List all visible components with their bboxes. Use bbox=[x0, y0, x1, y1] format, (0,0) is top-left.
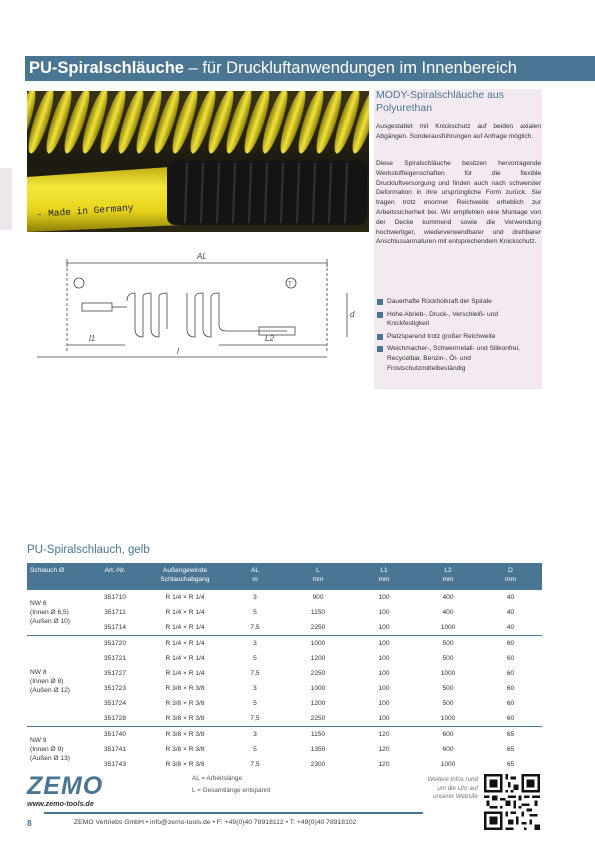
table-cell: 100 bbox=[378, 715, 390, 722]
col-header: Schlauch Ø bbox=[27, 563, 85, 590]
table-cell: 1200 bbox=[310, 700, 326, 707]
table-cell: 351710 bbox=[103, 594, 126, 601]
dim-d: d bbox=[350, 310, 355, 319]
table-cell: 351721 bbox=[103, 655, 126, 662]
qr-note: Weitere Infos rund um die Uhr auf unserer Website bbox=[427, 776, 478, 801]
table-cell: 100 bbox=[378, 594, 390, 601]
table-row bbox=[27, 742, 542, 757]
marker-label: T bbox=[288, 282, 292, 288]
page-title: PU-Spiralschläuche – für Druckluftanwendungen im Innenbereich bbox=[29, 59, 517, 77]
table-cell: 351727 bbox=[103, 670, 126, 677]
product-photo bbox=[27, 91, 369, 232]
col-header: Art.-Nr. bbox=[85, 563, 145, 590]
table-cell: R 3/8 × R 3/8 bbox=[165, 700, 205, 707]
table-cell: 1000 bbox=[310, 685, 326, 692]
table-cell: 351724 bbox=[103, 700, 126, 707]
table-cell: 900 bbox=[312, 594, 324, 601]
table-cell: 65 bbox=[479, 727, 542, 743]
table-row bbox=[27, 666, 542, 681]
col-header: Außengewinde Schlauchabgang bbox=[145, 563, 225, 590]
table-cell: 1000 bbox=[440, 761, 456, 768]
sidebar-paragraph-2: Diese Spiralschläuche besitzen hervorragende Werkstoffeigenschaften für die flexible Druckluftversorgung und finden auch nach schwerster Deformation in ihre ursprüngliche Form zurück. Sie tragen trotz enormer Reichweite erheblich zur Arbeitssicherheit bei. Wir empfehlen eine Montage von der Decke kommend sowie die Verwendung hochwertiger, wiederverwendbarer und drehbarer Anschlussarmaturen mit entsprechendem Knickschutz. bbox=[376, 160, 541, 246]
table-cell: R 1/4 × R 1/4 bbox=[165, 670, 205, 677]
table-cell: 65 bbox=[506, 746, 515, 753]
table-cell: 100 bbox=[378, 624, 390, 631]
table-cell: 5 bbox=[253, 609, 257, 616]
table-cell: 60 bbox=[506, 685, 515, 692]
table-cell: 2250 bbox=[310, 715, 326, 722]
table-cell: 1000 bbox=[440, 715, 456, 722]
table-cell: R 3/8 × R 3/8 bbox=[165, 761, 205, 768]
table-cell: 351711 bbox=[104, 609, 126, 616]
table-cell: 120 bbox=[378, 761, 390, 768]
feature-list bbox=[376, 297, 541, 376]
col-header: AL m bbox=[225, 563, 285, 590]
feature-item: Weichmacher-, Schwermetall- und Silikonfrei, Recycelbar, Benzin-, Öl- und Frostschutzmittelbeständig bbox=[376, 344, 541, 373]
table-cell: 100 bbox=[378, 685, 390, 692]
table-cell: 100 bbox=[378, 609, 390, 616]
col-header: L2 mm bbox=[417, 563, 479, 590]
table-cell: 60 bbox=[506, 670, 515, 677]
table-cell: 5 bbox=[253, 655, 257, 662]
table-cell: 1150 bbox=[310, 609, 326, 616]
table-cell: R 1/4 × R 1/4 bbox=[165, 655, 205, 662]
hose-imprint: - Made in Germany bbox=[36, 202, 134, 220]
table-cell: 351740 bbox=[85, 727, 145, 743]
sidebar-paragraph-1: Ausgestattet mit Knickschutz auf beiden axialen Abgängen. Sonderausführungen auf Anfrage möglich. bbox=[376, 123, 541, 140]
table-cell: 3 bbox=[253, 685, 257, 692]
table-cell: R 3/8 × R 3/8 bbox=[165, 685, 205, 692]
table-row bbox=[27, 727, 542, 743]
table-cell: 100 bbox=[378, 670, 390, 677]
table-cell: 3 bbox=[253, 594, 257, 601]
table-cell: 351723 bbox=[103, 685, 126, 692]
table-row bbox=[27, 651, 542, 666]
table-cell: 351741 bbox=[103, 746, 126, 753]
table-cell: 1000 bbox=[285, 636, 351, 652]
table-header-row bbox=[27, 563, 542, 590]
table-cell: R 1/4 × R 1/4 bbox=[165, 609, 205, 616]
table-row bbox=[27, 605, 542, 620]
table-cell: 40 bbox=[506, 609, 515, 616]
table-cell: 400 bbox=[442, 609, 454, 616]
table-body bbox=[27, 590, 542, 772]
feature-item: Dauerhafte Rückholkraft der Spirale bbox=[376, 297, 541, 307]
sidebar-heading: MODY-Spiralschläuche aus Polyurethan bbox=[376, 89, 505, 114]
table-cell: 40 bbox=[506, 624, 515, 631]
table-cell: 5 bbox=[253, 746, 257, 753]
hose-size-group: NW 8 (Innen Ø 8) (Außen Ø 12) bbox=[27, 636, 85, 727]
legend bbox=[192, 773, 270, 797]
table-row bbox=[27, 681, 542, 696]
hose-size-group: NW 9 (Innen Ø 9) (Außen Ø 13) bbox=[27, 727, 85, 773]
page-number: 8 bbox=[27, 818, 32, 828]
table-cell: R 3/8 × R 3/8 bbox=[165, 746, 205, 753]
table-cell: 2250 bbox=[310, 624, 326, 631]
table-cell: 7,5 bbox=[250, 715, 260, 722]
table-cell: 500 bbox=[442, 700, 454, 707]
black-sleeve bbox=[167, 161, 367, 225]
table-cell: R 1/4 × R 1/4 bbox=[165, 594, 205, 601]
qr-code[interactable] bbox=[484, 774, 540, 830]
footer-divider bbox=[44, 812, 423, 814]
col-header: L mm bbox=[285, 563, 351, 590]
table-cell: 500 bbox=[442, 655, 454, 662]
table-cell: 351714 bbox=[103, 624, 126, 631]
table-cell: 351720 bbox=[85, 636, 145, 652]
table-row bbox=[27, 711, 542, 727]
dim-al: AL bbox=[197, 252, 207, 261]
logo-url: www.zemo-tools.de bbox=[27, 799, 94, 808]
table-cell: 65 bbox=[506, 761, 515, 768]
table-cell: 2250 bbox=[310, 670, 326, 677]
hose-size-group: NW 6 (Innen Ø 6,5) (Außen Ø 10) bbox=[30, 600, 70, 625]
side-tab-marker bbox=[0, 168, 12, 230]
table-cell: 100 bbox=[378, 655, 390, 662]
col-header: D mm bbox=[479, 563, 542, 590]
table-cell: 120 bbox=[351, 727, 417, 743]
table-cell: 351743 bbox=[103, 761, 126, 768]
table-cell: R 1/4 × R 1/4 bbox=[165, 624, 205, 631]
zemo-logo: ZEMO bbox=[27, 772, 104, 800]
table-cell: 100 bbox=[378, 700, 390, 707]
table-cell: 120 bbox=[378, 746, 390, 753]
technical-drawing bbox=[27, 241, 369, 365]
table-cell: 60 bbox=[506, 715, 515, 722]
table-row bbox=[27, 696, 542, 711]
table-cell: 60 bbox=[479, 636, 542, 652]
table-cell: 60 bbox=[506, 655, 515, 662]
table-cell: 2300 bbox=[310, 761, 326, 768]
col-header: L1 mm bbox=[351, 563, 417, 590]
footer-contact: ZEMO Vertriebs GmbH • info@zemo-tools.de • F: +49(0)40 78918112 • T: +49(0)40 78918102 bbox=[74, 819, 357, 826]
dim-l: l bbox=[177, 347, 179, 356]
coil-right bbox=[187, 293, 287, 337]
legend-al: AL = Arbeitslänge bbox=[192, 775, 243, 782]
table-cell: 1200 bbox=[310, 655, 326, 662]
legend-l: L = Gesamtlänge entspannt bbox=[192, 787, 271, 794]
table-cell: 351728 bbox=[103, 715, 126, 722]
feature-item: Platzsparend trotz großer Reichweite bbox=[376, 332, 541, 342]
table-cell: 7,5 bbox=[250, 761, 260, 768]
table-cell: 500 bbox=[442, 685, 454, 692]
table-cell: 600 bbox=[417, 727, 479, 743]
dim-l1: l1 bbox=[89, 334, 96, 343]
table-row bbox=[27, 757, 542, 772]
coil-left bbox=[127, 293, 167, 337]
table-cell: 60 bbox=[506, 700, 515, 707]
table-cell: 5 bbox=[253, 700, 257, 707]
table-cell: 500 bbox=[417, 636, 479, 652]
table-cell: 1350 bbox=[310, 746, 326, 753]
table-cell: 7,5 bbox=[250, 624, 260, 631]
feature-item: Hohe Abrieb-, Druck-, Verschleiß- und Knickfestigkeit bbox=[376, 310, 541, 329]
table-cell: R 3/8 × R 3/8 bbox=[165, 715, 205, 722]
table-cell: 1000 bbox=[440, 670, 456, 677]
table-cell: 40 bbox=[506, 594, 515, 601]
table-title: PU-Spiralschlauch, gelb bbox=[27, 544, 150, 556]
table-cell: 3 bbox=[225, 727, 285, 743]
product-table bbox=[27, 563, 542, 772]
table-cell: 3 bbox=[225, 636, 285, 652]
table-cell: 600 bbox=[442, 746, 454, 753]
table-row bbox=[27, 590, 542, 605]
table-cell: 7,5 bbox=[250, 670, 260, 677]
table-cell: 1000 bbox=[440, 624, 456, 631]
table-cell: 100 bbox=[351, 636, 417, 652]
table-cell: 400 bbox=[442, 594, 454, 601]
table-cell: 1150 bbox=[285, 727, 351, 743]
table-cell: R 3/8 × R 3/8 bbox=[145, 727, 225, 743]
table-row bbox=[27, 636, 542, 652]
table-row bbox=[27, 620, 542, 636]
dim-l2: L2 bbox=[265, 334, 274, 343]
table-cell: R 1/4 × R 1/4 bbox=[145, 636, 225, 652]
